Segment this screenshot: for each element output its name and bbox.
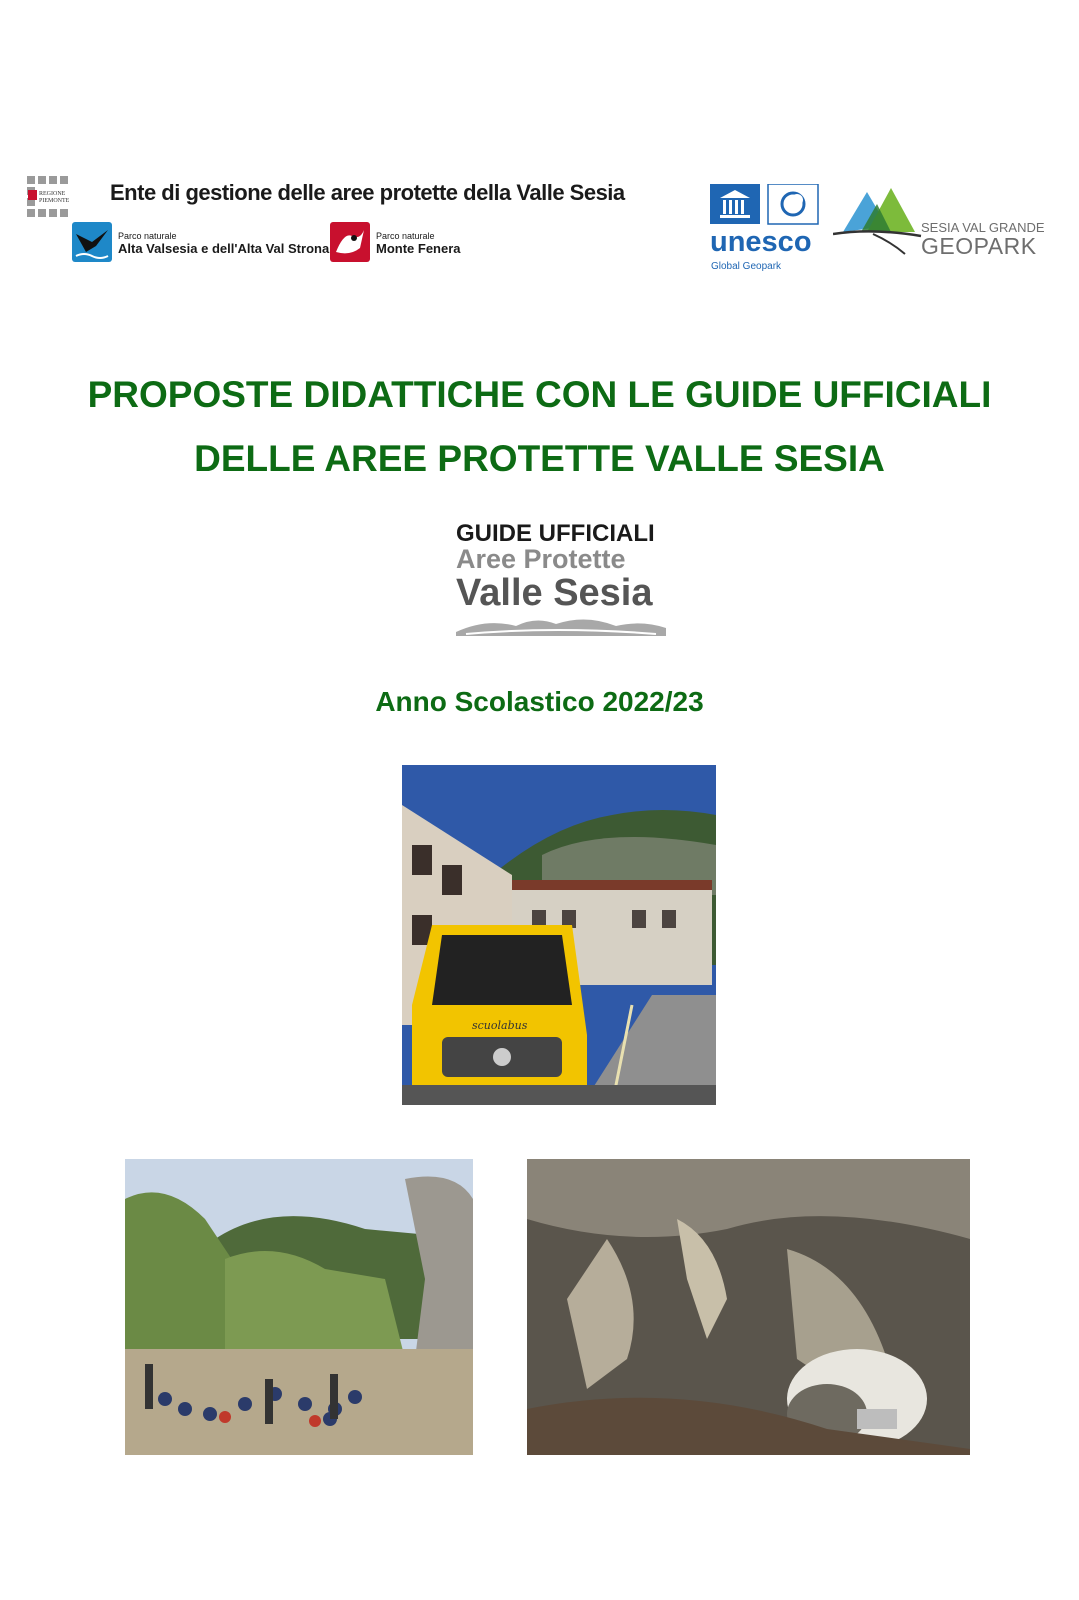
guide-logo-line2: Aree Protette [456,544,626,574]
geopark-line1: SESIA VAL GRANDE [921,220,1045,235]
main-title-line2: DELLE AREE PROTETTE VALLE SESIA [194,438,885,479]
regione-piemonte-logo [27,176,69,218]
bus-label: scuolabus [472,1019,528,1032]
school-year: Anno Scolastico 2022/23 [375,686,704,717]
park1-name: Alta Valsesia e dell'Alta Val Strona [118,240,330,256]
alta-valsesia-park-logo [72,222,112,262]
park2-name: Monte Fenera [376,240,461,256]
guide-logo-mountain-swoosh [456,614,666,636]
guide-logo-line1: GUIDE UFFICIALI [456,520,655,547]
guide-logo-line3: Valle Sesia [456,572,653,614]
svg-text:REGIONE: REGIONE [39,191,66,197]
geopark-mountain-logo [833,184,925,256]
park1-text [118,232,329,256]
park1-small: Parco naturale [118,231,177,241]
unesco-global-geopark-logo [710,184,820,278]
svg-text:PIEMONTE: PIEMONTE [39,198,69,204]
main-title-line1: PROPOSTE DIDATTICHE CON LE GUIDE UFFICIALI [87,374,992,415]
ente-title: Ente di gestione delle aree protette della Valle Sesia [110,180,625,205]
park2-text [376,232,461,256]
park2-small: Parco naturale [376,231,435,241]
unesco-sub: Global Geopark [711,261,782,272]
geopark-line2: GEOPARK [921,233,1037,259]
unesco-word: unesco [710,226,812,258]
cave-interior-photo [527,1159,970,1455]
school-bus-photo [402,765,716,1105]
outdoor-group-photo [125,1159,473,1455]
monte-fenera-park-logo [330,222,370,262]
